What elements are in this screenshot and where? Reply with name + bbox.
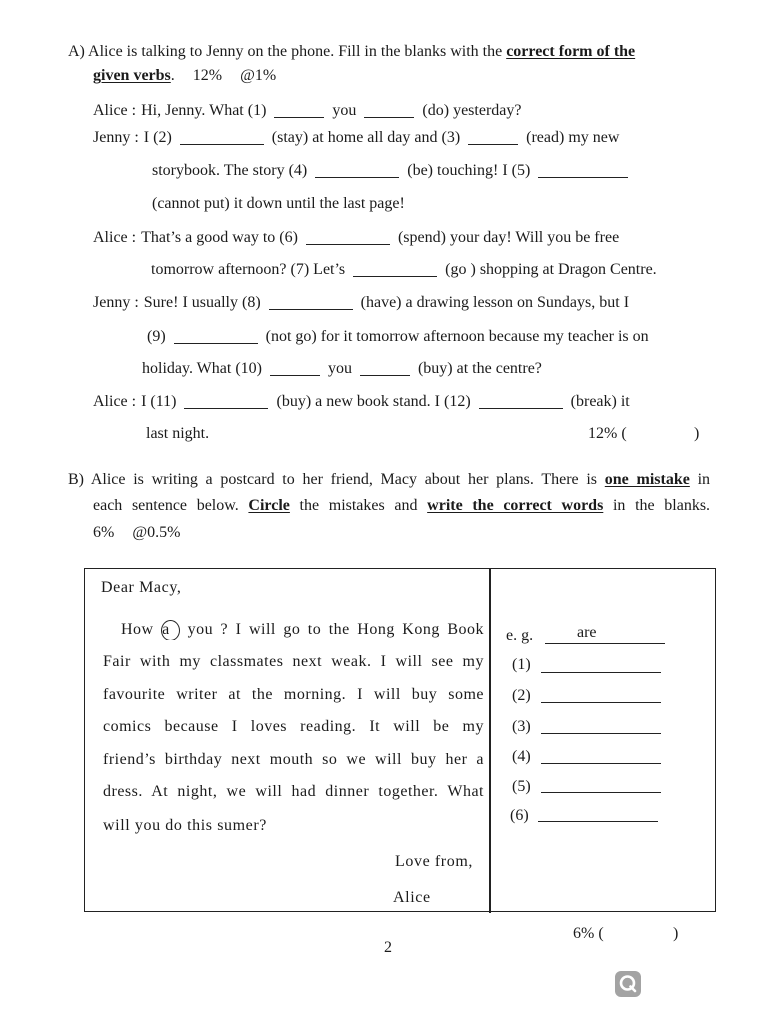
answer-blank: [353, 264, 437, 277]
section-a-instruction-line-2: [93, 66, 276, 86]
answer-blank: [479, 396, 563, 409]
dialogue-line: [152, 161, 636, 181]
table-divider: [489, 568, 491, 913]
instruction-emphasis: given verbs: [93, 67, 171, 84]
answer-label-3: (3): [512, 718, 531, 735]
section-a-score-open: 12% (: [588, 425, 627, 442]
postcard-line: comics because I loves reading. It will be my: [103, 718, 484, 735]
answer-blank: [180, 132, 264, 145]
example-answer: are: [577, 624, 597, 641]
section-b-score-close: ): [673, 925, 679, 942]
postcard-line: favourite writer at the morning. I will buy some: [103, 686, 484, 703]
line-text: storybook. The story (4): [152, 162, 308, 179]
answer-blank: [184, 396, 268, 409]
section-a-marks: 12%: [192, 67, 223, 84]
instruction-text: Alice is writing a postcard to her friend, Macy about her plans. There is: [90, 471, 598, 488]
dialogue-line: [146, 424, 209, 444]
answer-blank: [364, 105, 414, 118]
answer-label-2: (2): [512, 687, 531, 704]
line-text: I (2): [143, 129, 172, 146]
line-text: tomorrow afternoon? (7) Let’s: [151, 261, 346, 278]
speaker-label: Jenny :: [93, 294, 139, 311]
answer-label-4: (4): [512, 748, 531, 765]
line-text: (have) a drawing lesson on Sundays, but I: [360, 294, 630, 311]
dialogue-line: [147, 327, 649, 347]
line-text: (be) touching! I (5): [407, 162, 531, 179]
dialogue-line: [93, 101, 521, 121]
answer-line-5: [541, 792, 661, 793]
answer-line-3: [541, 733, 661, 734]
line-text: Hi, Jenny. What (1): [141, 102, 267, 119]
speaker-label: Alice :: [93, 229, 137, 246]
section-b-instruction-line-1: [68, 470, 710, 490]
section-a-per-item: @1%: [240, 67, 277, 84]
postcard-signature: Alice: [393, 889, 431, 906]
answer-label-5: (5): [512, 778, 531, 795]
answer-line-1: [541, 672, 661, 673]
line-text: (buy) a new book stand. I (12): [276, 393, 471, 410]
section-b-per-item: @0.5%: [132, 524, 181, 541]
instruction-text: Alice is talking to Jenny on the phone. Fill in the blanks with the: [88, 43, 503, 60]
postcard-line: Fair with my classmates next weak. I will see my: [103, 653, 484, 670]
line-text: (9): [147, 328, 166, 345]
answer-blank: [315, 165, 399, 178]
dialogue-line: [152, 194, 405, 214]
section-b-marks-line: [93, 523, 180, 543]
answer-blank: [538, 165, 628, 178]
speaker-label: Jenny :: [93, 129, 139, 146]
postcard-line: dress. At night, we will had dinner together. What: [103, 783, 484, 800]
instruction-emphasis: one mistake: [604, 471, 690, 488]
answer-label-6: (6): [510, 807, 529, 824]
speaker-label: Alice :: [93, 393, 137, 410]
line-text: holiday. What (10): [142, 360, 262, 377]
postcard-line: [121, 620, 484, 640]
answer-label-1: (1): [512, 656, 531, 673]
dialogue-line: [142, 359, 542, 379]
example-label: e. g.: [506, 627, 534, 644]
answer-blank: [174, 331, 258, 344]
section-a-instruction-line-1: [68, 42, 635, 62]
q-logo-icon: [614, 970, 642, 998]
dialogue-line: [93, 293, 629, 313]
line-text: (read) my new: [526, 129, 620, 146]
section-b-instruction-line-2: [93, 496, 710, 516]
line-text: Sure! I usually (8): [143, 294, 261, 311]
dialogue-line: [93, 392, 630, 412]
instruction-emphasis: Circle: [248, 497, 290, 514]
line-text: (break) it: [570, 393, 630, 410]
line-text: (stay) at home all day and (3): [271, 129, 461, 146]
line-text: (buy) at the centre?: [417, 360, 542, 377]
line-text: (cannot put) it down until the last page!: [152, 195, 405, 212]
instruction-emphasis: write the correct words: [427, 497, 604, 514]
postcard-text: How: [121, 621, 154, 638]
section-b-marks: 6%: [93, 524, 115, 541]
answer-blank: [270, 363, 320, 376]
line-text: (spend) your day! Will you be free: [397, 229, 620, 246]
line-text: you: [327, 360, 352, 377]
dialogue-line: [151, 260, 657, 280]
instruction-text: in: [697, 471, 710, 488]
answer-blank: [360, 363, 410, 376]
answer-line-4: [541, 763, 661, 764]
instruction-text: the mistakes and: [299, 497, 418, 514]
line-text: (do) yesterday?: [422, 102, 522, 119]
answer-line-2: [541, 702, 661, 703]
instruction-text: in the blanks.: [612, 497, 710, 514]
section-b-label: B): [68, 471, 84, 488]
page-number: 2: [384, 939, 392, 956]
postcard-closing: Love from,: [395, 853, 473, 870]
dialogue-line: [93, 128, 619, 148]
postcard-line: will you do this sumer?: [103, 817, 268, 834]
line-text: (go ) shopping at Dragon Centre.: [445, 261, 657, 278]
instruction-emphasis: correct form of the: [506, 43, 636, 60]
section-b-score-open: 6% (: [573, 925, 604, 942]
line-text: last night.: [146, 425, 210, 442]
answer-blank: [269, 297, 353, 310]
line-text: That’s a good way to (6): [141, 229, 298, 246]
section-a-label: A): [68, 43, 85, 60]
example-answer-line: [545, 643, 665, 644]
answer-blank: [274, 105, 324, 118]
instruction-text: .: [170, 67, 175, 84]
dialogue-line: [93, 228, 619, 248]
instruction-text: each sentence below.: [93, 497, 239, 514]
postcard-text: you ? I will go to the Hong Kong Book: [187, 621, 484, 638]
speaker-label: Alice :: [93, 102, 137, 119]
postcard-line: friend’s birthday next mouth so we will buy her a: [103, 751, 484, 768]
line-text: you: [332, 102, 357, 119]
answer-blank: [306, 232, 390, 245]
line-text: (not go) for it tomorrow afternoon because my teacher is on: [265, 328, 649, 345]
section-a-score-close: ): [694, 425, 700, 442]
line-text: I (11): [141, 393, 177, 410]
circled-example-word: a: [161, 620, 180, 640]
postcard-greeting: Dear Macy,: [101, 579, 182, 596]
answer-line-6: [538, 821, 658, 822]
answer-blank: [468, 132, 518, 145]
